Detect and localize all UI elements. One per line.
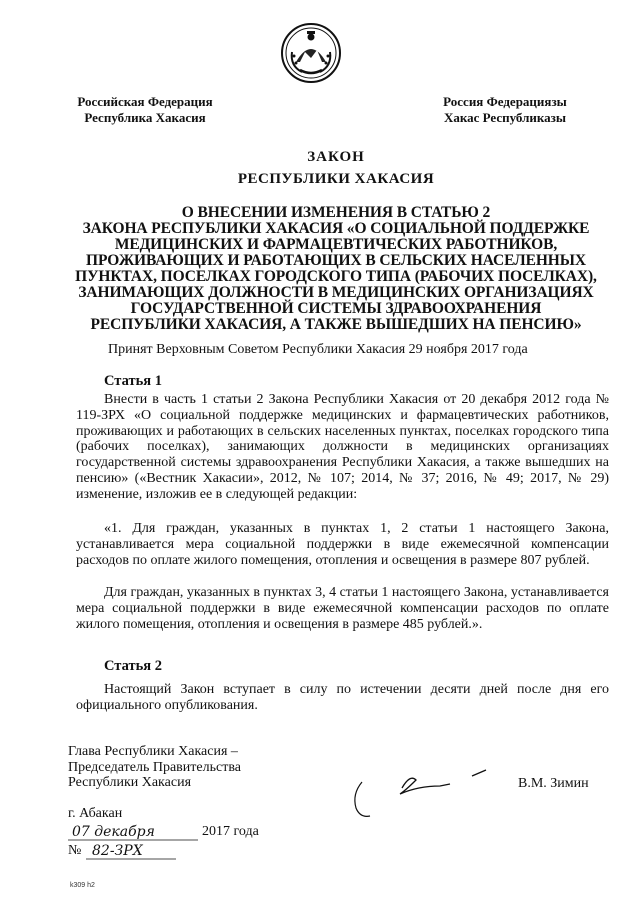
signatory-name: В.М. Зимин <box>518 776 589 791</box>
header-left-country: Российская Федерация <box>77 94 213 109</box>
svg-text:07 декабря: 07 декабря <box>72 824 155 840</box>
law-title: ЗАКОН <box>307 149 365 165</box>
signatory-title-line: Республики Хакасия <box>68 775 192 790</box>
law-subject-line: ЗАКОНА РЕСПУБЛИКИ ХАКАСИЯ «О СОЦИАЛЬНОЙ ПОДДЕРЖКЕ <box>82 220 590 237</box>
header-right-republic: Хакас Республиказы <box>443 110 567 125</box>
number-sign: № <box>68 843 82 858</box>
date-year: 2017 года <box>202 824 259 839</box>
article-1-paragraph-2: Для граждан, указанных в пунктах 3, 4 статьи 1 настоящего Закона, устанавливается мера социальной поддержки в виде ежемесячной компенсации расходов по оплате жилого помещения, отопления и освещения в размере 485 рублей.». <box>76 585 609 632</box>
article-2-text: Настоящий Закон вступает в силу по истечении десяти дней после дня его официального опубликования. <box>76 682 609 713</box>
header-right <box>420 94 590 126</box>
law-subject-line: ПРОЖИВАЮЩИХ И РАБОТАЮЩИХ В СЕЛЬСКИХ НАСЕЛЕННЫХ <box>86 252 586 269</box>
header-right-country: Россия Федерациязы <box>443 94 567 109</box>
law-subject-line: ЗАНИМАЮЩИХ ДОЛЖНОСТИ В МЕДИЦИНСКИХ ОРГАНИЗАЦИЯХ <box>78 284 594 301</box>
handwritten-law-number <box>86 840 176 862</box>
law-subject-line: МЕДИЦИНСКИХ И ФАРМАЦЕВТИЧЕСКИХ РАБОТНИКОВ, <box>114 236 558 253</box>
law-subject-line: РЕСПУБЛИКИ ХАКАСИЯ, А ТАКЖЕ ВЫШЕДШИХ НА ПЕНСИЮ» <box>90 316 582 333</box>
document-code: k309 h2 <box>70 882 95 889</box>
header-left <box>60 94 230 126</box>
coat-of-arms-icon <box>280 22 342 84</box>
svg-text:82-ЗРХ: 82-ЗРХ <box>92 843 143 859</box>
adoption-note: Принят Верховным Советом Республики Хакасия 29 ноября 2017 года <box>108 342 528 357</box>
law-subject-line: ПУНКТАХ, ПОСЕЛКАХ ГОРОДСКОГО ТИПА (РАБОЧИХ ПОСЕЛКАХ), <box>75 268 597 285</box>
article-2-heading: Статья 2 <box>104 658 162 674</box>
header-left-republic: Республика Хакасия <box>84 110 206 125</box>
article-1-paragraph-1: «1. Для граждан, указанных в пунктах 1, 2 статьи 1 настоящего Закона, устанавливается мера социальной поддержки в виде ежемесячной компенсации расходов по оплате жилого помещения, отопления и освещения в размере 807 рублей. <box>76 521 609 568</box>
law-number-line <box>68 843 268 861</box>
law-subject-line: О ВНЕСЕНИИ ИЗМЕНЕНИЯ В СТАТЬЮ 2 <box>181 204 491 221</box>
article-1-heading: Статья 1 <box>104 373 162 389</box>
signatory-title-line: Глава Республики Хакасия – <box>68 744 238 759</box>
city: г. Абакан <box>68 806 123 821</box>
signatory-title <box>68 744 241 791</box>
signatory-title-line: Председатель Правительства <box>68 759 241 775</box>
law-subject-line: ГОСУДАРСТВЕННОЙ СИСТЕМЫ ЗДРАВООХРАНЕНИЯ <box>130 300 542 317</box>
handwritten-date <box>68 820 198 842</box>
law-subject-title <box>62 205 610 333</box>
article-1-intro: Внести в часть 1 статьи 2 Закона Республики Хакасия от 20 декабря 2012 года № 119-ЗРХ «О социальной поддержке медицинских и фармацевтических работников, проживающих и работающих в сельских населенных пунктах, поселках городского типа (рабочих поселках), занимающих должности в медицинских организациях государственной системы здравоохранения Республики Хакасия, а также вышедших на пенсию» («Вестник Хакасии», 2012, № 107; 2014, № 37; 2016, № 49; 2017, № 29) изменение, изложив ее в следующей редакции: <box>76 392 609 502</box>
law-republic-title: РЕСПУБЛИКИ ХАКАСИЯ <box>237 171 435 187</box>
handwritten-signature <box>340 760 510 830</box>
